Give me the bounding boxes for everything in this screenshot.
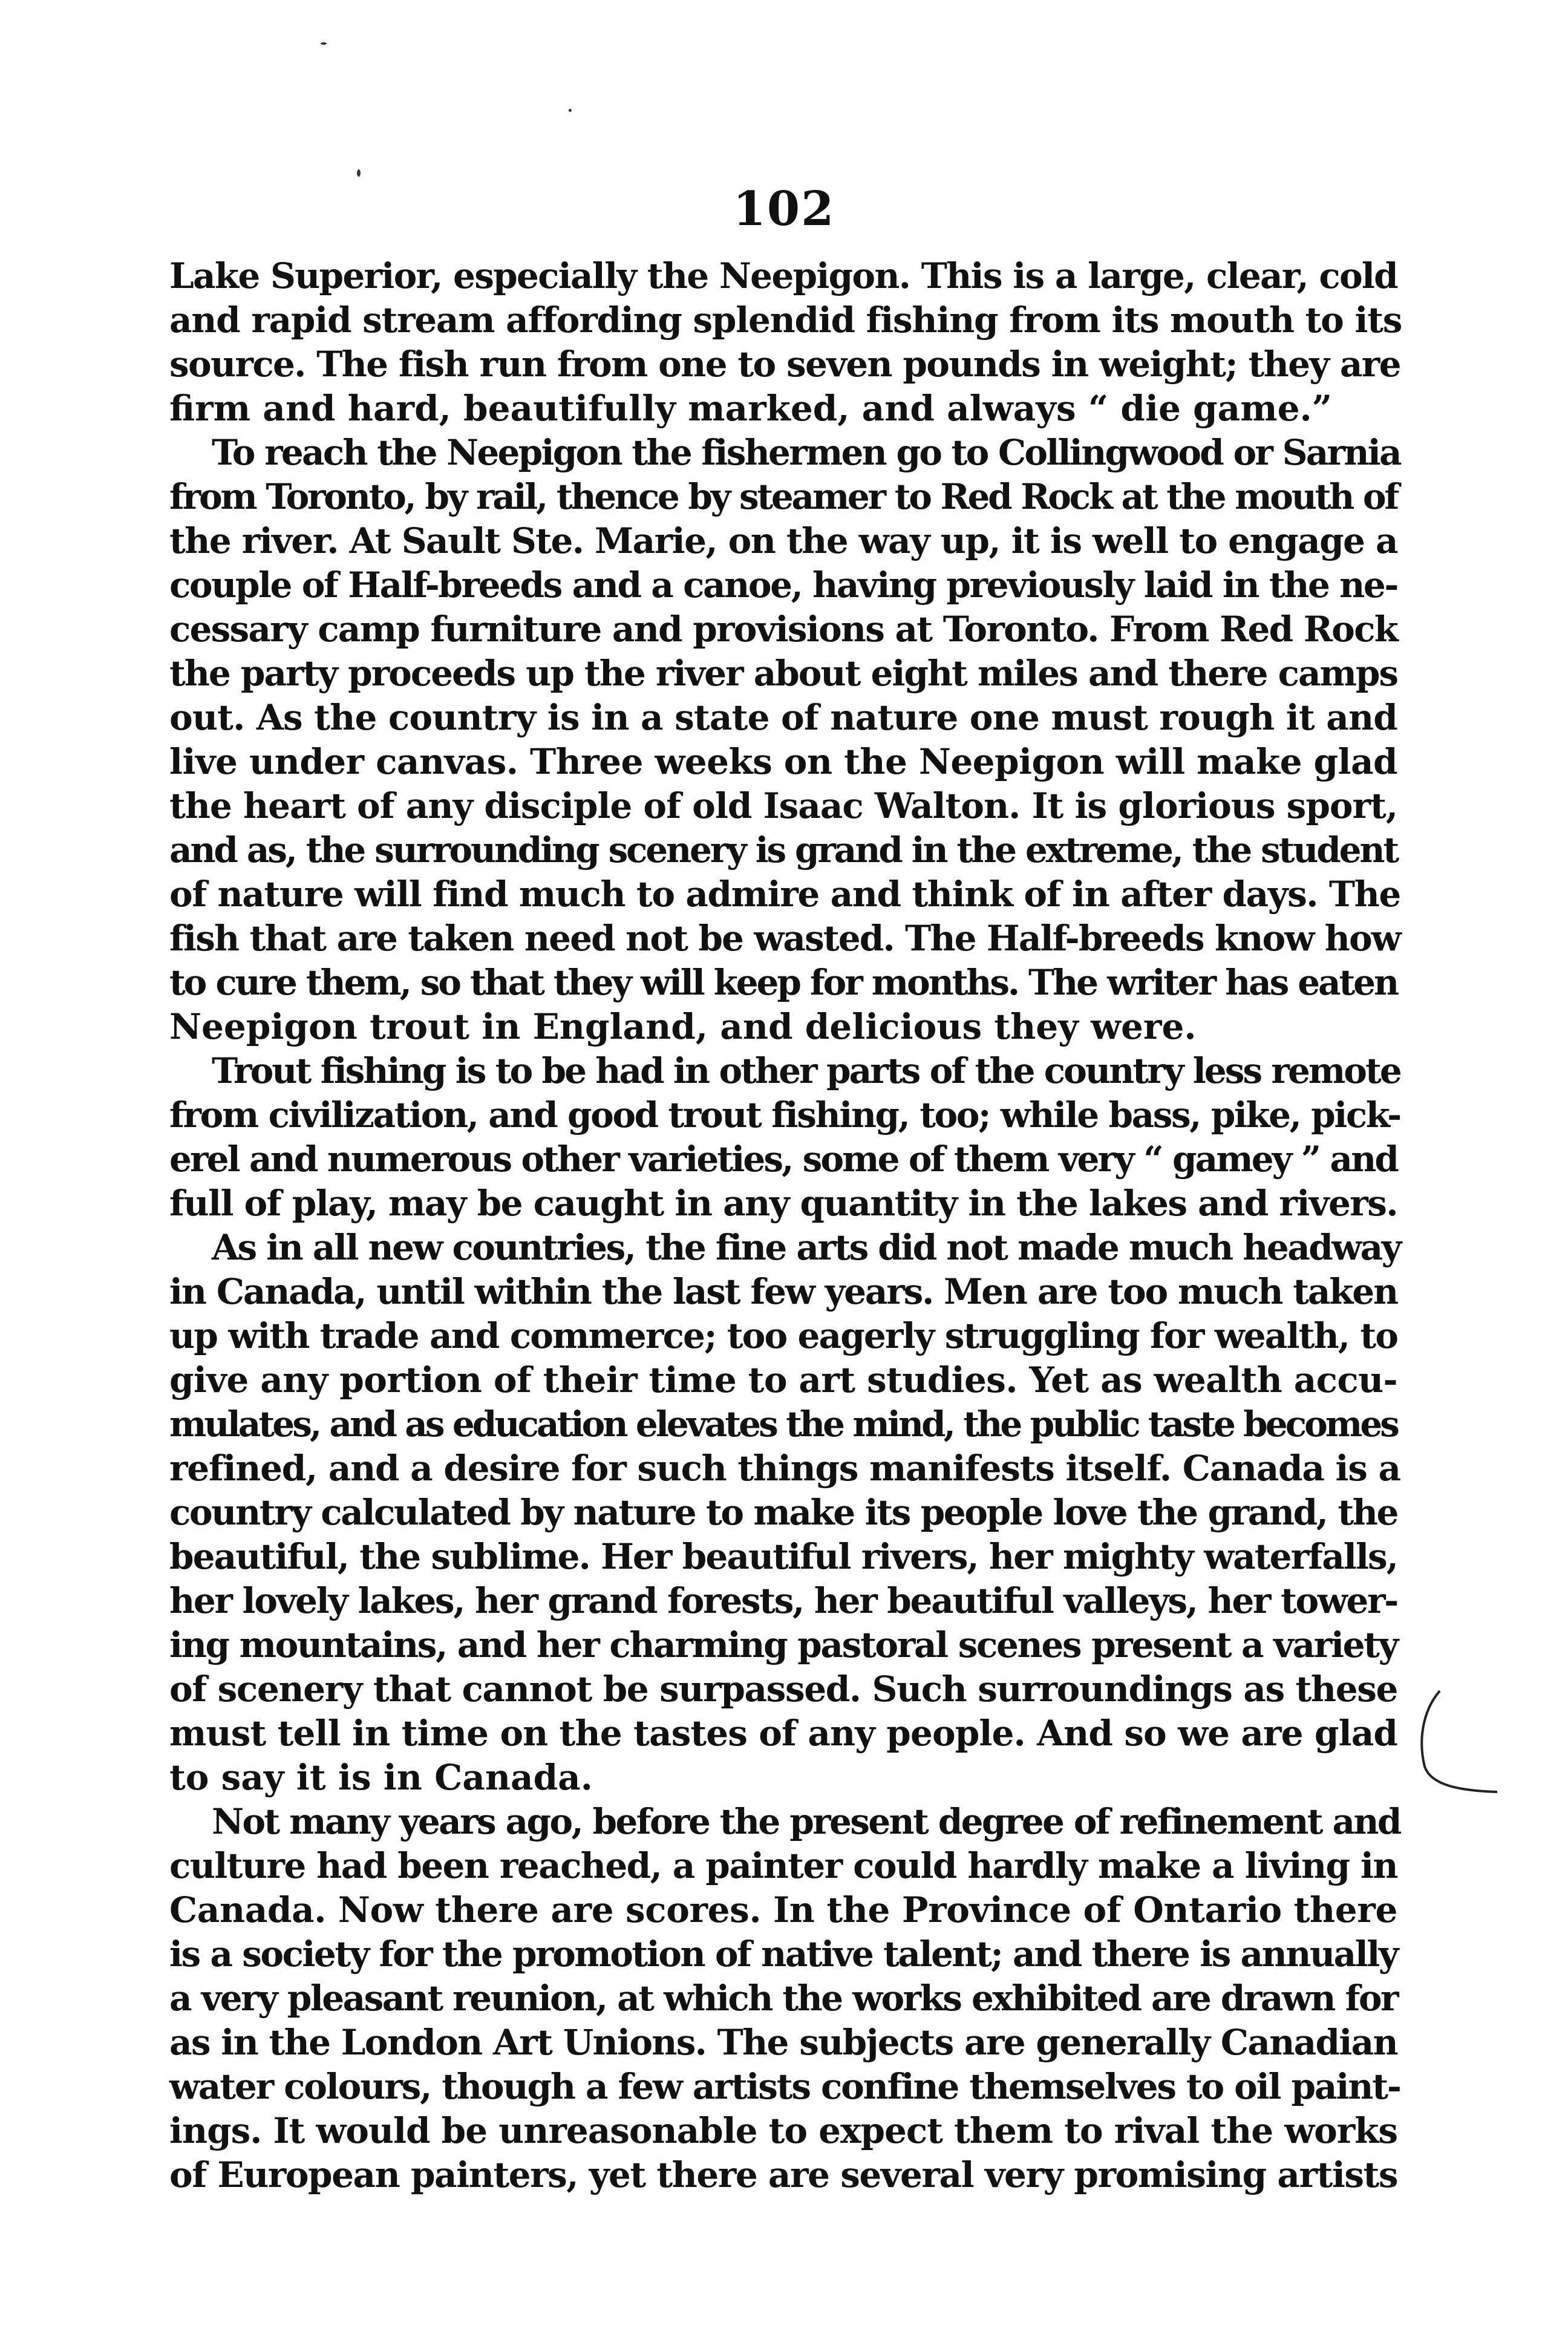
text-line: and as, the surrounding scenery is grand in the extreme, the student <box>169 829 1397 871</box>
text-line: Lake Superior, especially the Neepigon. This is a large, clear, cold <box>169 255 1397 296</box>
text-line: country calculated by nature to make its people love the grand, the <box>169 1492 1397 1533</box>
text-line: a very pleasant reunion, at which the works exhibited are drawn for <box>169 1978 1397 2019</box>
text-line: fish that are taken need not be wasted. The Half-breeds know how <box>169 918 1400 959</box>
text-line: As in all new countries, the fine arts did not made much headway <box>212 1227 1400 1268</box>
text-line: the heart of any disciple of old Isaac Walton. It is glorious sport, <box>169 785 1397 826</box>
margin-bracket-mark <box>1416 1688 1500 1797</box>
text-line: erel and numerous other varieties, some of them very “ gamey ” and <box>169 1139 1397 1180</box>
text-line: Trout fishing is to be had in other parts of the country less remote <box>212 1050 1400 1091</box>
text-line: from Toronto, by rail, thence by steamer to Red Rock at the mouth of <box>169 476 1397 517</box>
text-line: Not many years ago, before the present degree of refinement and <box>212 1801 1400 1842</box>
text-line: the river. At Sault Ste. Marie, on the way up, it is well to engage a <box>169 520 1397 561</box>
text-line: her lovely lakes, her grand forests, her beautiful valleys, her tower- <box>169 1580 1397 1621</box>
text-line: Canada. Now there are scores. In the Province of Ontario there <box>169 1889 1397 1930</box>
text-line: full of play, may be caught in any quantity in the lakes and rivers. <box>169 1183 1397 1224</box>
text-line: and rapid stream affording splendid fishing from its mouth to its <box>169 299 1402 341</box>
text-line: up with trade and commerce; too eagerly struggling for wealth, to <box>169 1315 1397 1356</box>
text-line: mulates, and as education elevates the mind, the public taste becomes <box>169 1404 1397 1445</box>
text-line: must tell in time on the tastes of any people. And so we are glad <box>169 1713 1397 1754</box>
text-line: ings. It would be unreasonable to expect them to rival the works <box>169 2110 1397 2151</box>
text-line: ing mountains, and her charming pastoral scenes present a variety <box>169 1624 1397 1665</box>
text-line: live under canvas. Three weeks on the Neepigon will make glad <box>169 741 1397 782</box>
text-line: To reach the Neepigon the fishermen go to Collingwood or Sarnia <box>212 432 1400 473</box>
text-line: Neepigon trout in England, and delicious they were. <box>169 1006 1197 1047</box>
text-line: is a society for the promotion of native talent; and there is annually <box>169 1933 1397 1975</box>
text-line: culture had been reached, a painter could hardly make a living in <box>169 1845 1397 1886</box>
text-line: cessary camp furniture and provisions at Toronto. From Red Rock <box>169 609 1397 650</box>
text-line: give any portion of their time to art studies. Yet as wealth accu- <box>169 1359 1397 1401</box>
text-line: couple of Half-breeds and a canoe, having previously laid in the ne- <box>169 564 1397 606</box>
text-line: of European painters, yet there are several very promising artists <box>169 2154 1397 2195</box>
text-line: of scenery that cannot be surpassed. Such surroundings as these <box>169 1669 1397 1710</box>
text-line: as in the London Art Unions. The subjects are generally Canadian <box>169 2022 1397 2063</box>
scan-speck <box>569 109 572 112</box>
text-line: to cure them, so that they will keep for months. The writer has eaten <box>169 962 1397 1003</box>
body-text <box>169 254 1402 2197</box>
scan-speck <box>357 169 361 177</box>
text-line: firm and hard, beautifully marked, and always “ die game.” <box>169 388 1333 429</box>
page-number: 102 <box>733 181 835 237</box>
text-line: out. As the country is in a state of nature one must rough it and <box>169 697 1397 738</box>
text-line: water colours, though a few artists confine themselves to oil paint- <box>169 2066 1400 2107</box>
text-line: of nature will find much to admire and think of in after days. The <box>169 874 1400 915</box>
text-line: in Canada, until within the last few years. Men are too much taken <box>169 1271 1397 1312</box>
scan-speck <box>321 42 327 45</box>
text-line: beautiful, the sublime. Her beautiful rivers, her mighty waterfalls, <box>169 1536 1397 1577</box>
text-line: the party proceeds up the river about eight miles and there camps <box>169 653 1397 694</box>
text-line: source. The fish run from one to seven pounds in weight; they are <box>169 344 1400 385</box>
text-line: from civilization, and good trout fishing, too; while bass, pike, pick- <box>169 1094 1400 1136</box>
text-line: refined, and a desire for such things manifests itself. Canada is a <box>169 1448 1400 1489</box>
text-line: to say it is in Canada. <box>169 1757 593 1798</box>
